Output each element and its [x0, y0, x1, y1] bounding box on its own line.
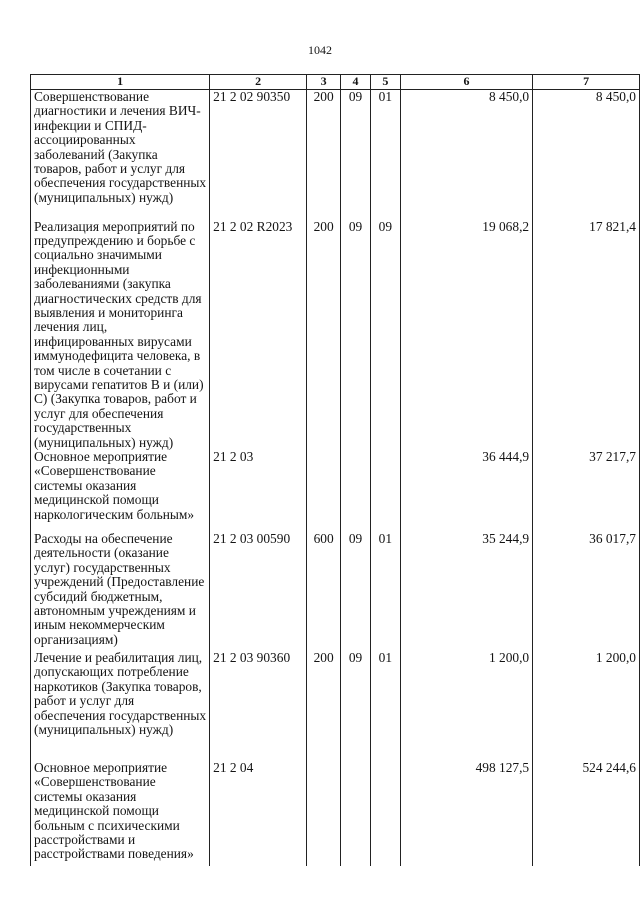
row-code: 21 2 02 R2023: [210, 220, 307, 451]
row-sum-1: 8 450,0: [400, 90, 532, 220]
header-row: [31, 75, 640, 90]
row-name: Лечение и реабилитация лиц, допускающих потребление наркотиков (Закупка товаров, работ и услуг для обеспечения государственных (муниципальных) нужд): [31, 651, 210, 761]
row-vr: [307, 761, 341, 866]
column-header: 3: [307, 75, 341, 90]
row-sum-1: 19 068,2: [400, 220, 532, 451]
row-vr: 600: [307, 532, 341, 651]
column-header: 7: [533, 75, 640, 90]
table-row: [31, 90, 640, 220]
row-sum-1: 36 444,9: [400, 450, 532, 532]
row-pr: [370, 761, 400, 866]
table-row: [31, 450, 640, 532]
row-code: 21 2 03 90360: [210, 651, 307, 761]
row-sum-1: 498 127,5: [400, 761, 532, 866]
row-vr: [307, 450, 341, 532]
row-pr: 01: [370, 90, 400, 220]
row-code: 21 2 03: [210, 450, 307, 532]
row-name: Расходы на обеспечение деятельности (оказание услуг) государственных учреждений (Предоставление субсидий бюджетным, автономным учреждениям и иным некоммерческим организациям): [31, 532, 210, 651]
row-sum-2: 8 450,0: [533, 90, 640, 220]
row-code: 21 2 02 90350: [210, 90, 307, 220]
column-header: 1: [31, 75, 210, 90]
row-rz: 09: [341, 90, 371, 220]
row-sum-2: 17 821,4: [533, 220, 640, 451]
column-header: 4: [341, 75, 371, 90]
row-sum-2: 37 217,7: [533, 450, 640, 532]
row-name: Основное мероприятие «Совершенствование системы оказания медицинской помощи больным с психическими расстройствами и расстройствами поведения»: [31, 761, 210, 866]
row-rz: 09: [341, 532, 371, 651]
row-sum-1: 35 244,9: [400, 532, 532, 651]
row-rz: [341, 761, 371, 866]
row-sum-2: 1 200,0: [533, 651, 640, 761]
row-pr: 01: [370, 532, 400, 651]
row-vr: 200: [307, 220, 341, 451]
row-code: 21 2 04: [210, 761, 307, 866]
table-row: [31, 651, 640, 761]
row-name: Совершенствование диагностики и лечения ВИЧ-инфекции и СПИД-ассоциированных заболеваний (Закупка товаров, работ и услуг для обеспечения государственных (муниципальных) нужд): [31, 90, 210, 220]
table-row: [31, 532, 640, 651]
column-header: 2: [210, 75, 307, 90]
row-code: 21 2 03 00590: [210, 532, 307, 651]
row-vr: 200: [307, 90, 341, 220]
row-sum-2: 36 017,7: [533, 532, 640, 651]
row-rz: [341, 450, 371, 532]
table-row: [31, 761, 640, 866]
budget-table: [30, 74, 640, 866]
row-pr: [370, 450, 400, 532]
row-rz: 09: [341, 220, 371, 451]
page-number: 1042: [308, 43, 332, 57]
row-sum-1: 1 200,0: [400, 651, 532, 761]
row-name: Основное мероприятие «Совершенствование системы оказания медицинской помощи наркологическим больным»: [31, 450, 210, 532]
row-pr: 09: [370, 220, 400, 451]
column-header: 6: [400, 75, 532, 90]
table-row: [31, 220, 640, 451]
column-header: 5: [370, 75, 400, 90]
row-name: Реализация мероприятий по предупреждению и борьбе с социально значимыми инфекционными заболеваниями (закупка диагностических средств для выявления и мониторинга лечения лиц, инфицированных вирусами иммунодефицита человека, в том числе в сочетании с вирусами гепатитов В и (или) С) (Закупка товаров, работ и услуг для обеспечения государственных (муниципальных) нужд): [31, 220, 210, 451]
row-sum-2: 524 244,6: [533, 761, 640, 866]
row-vr: 200: [307, 651, 341, 761]
row-rz: 09: [341, 651, 371, 761]
row-pr: 01: [370, 651, 400, 761]
